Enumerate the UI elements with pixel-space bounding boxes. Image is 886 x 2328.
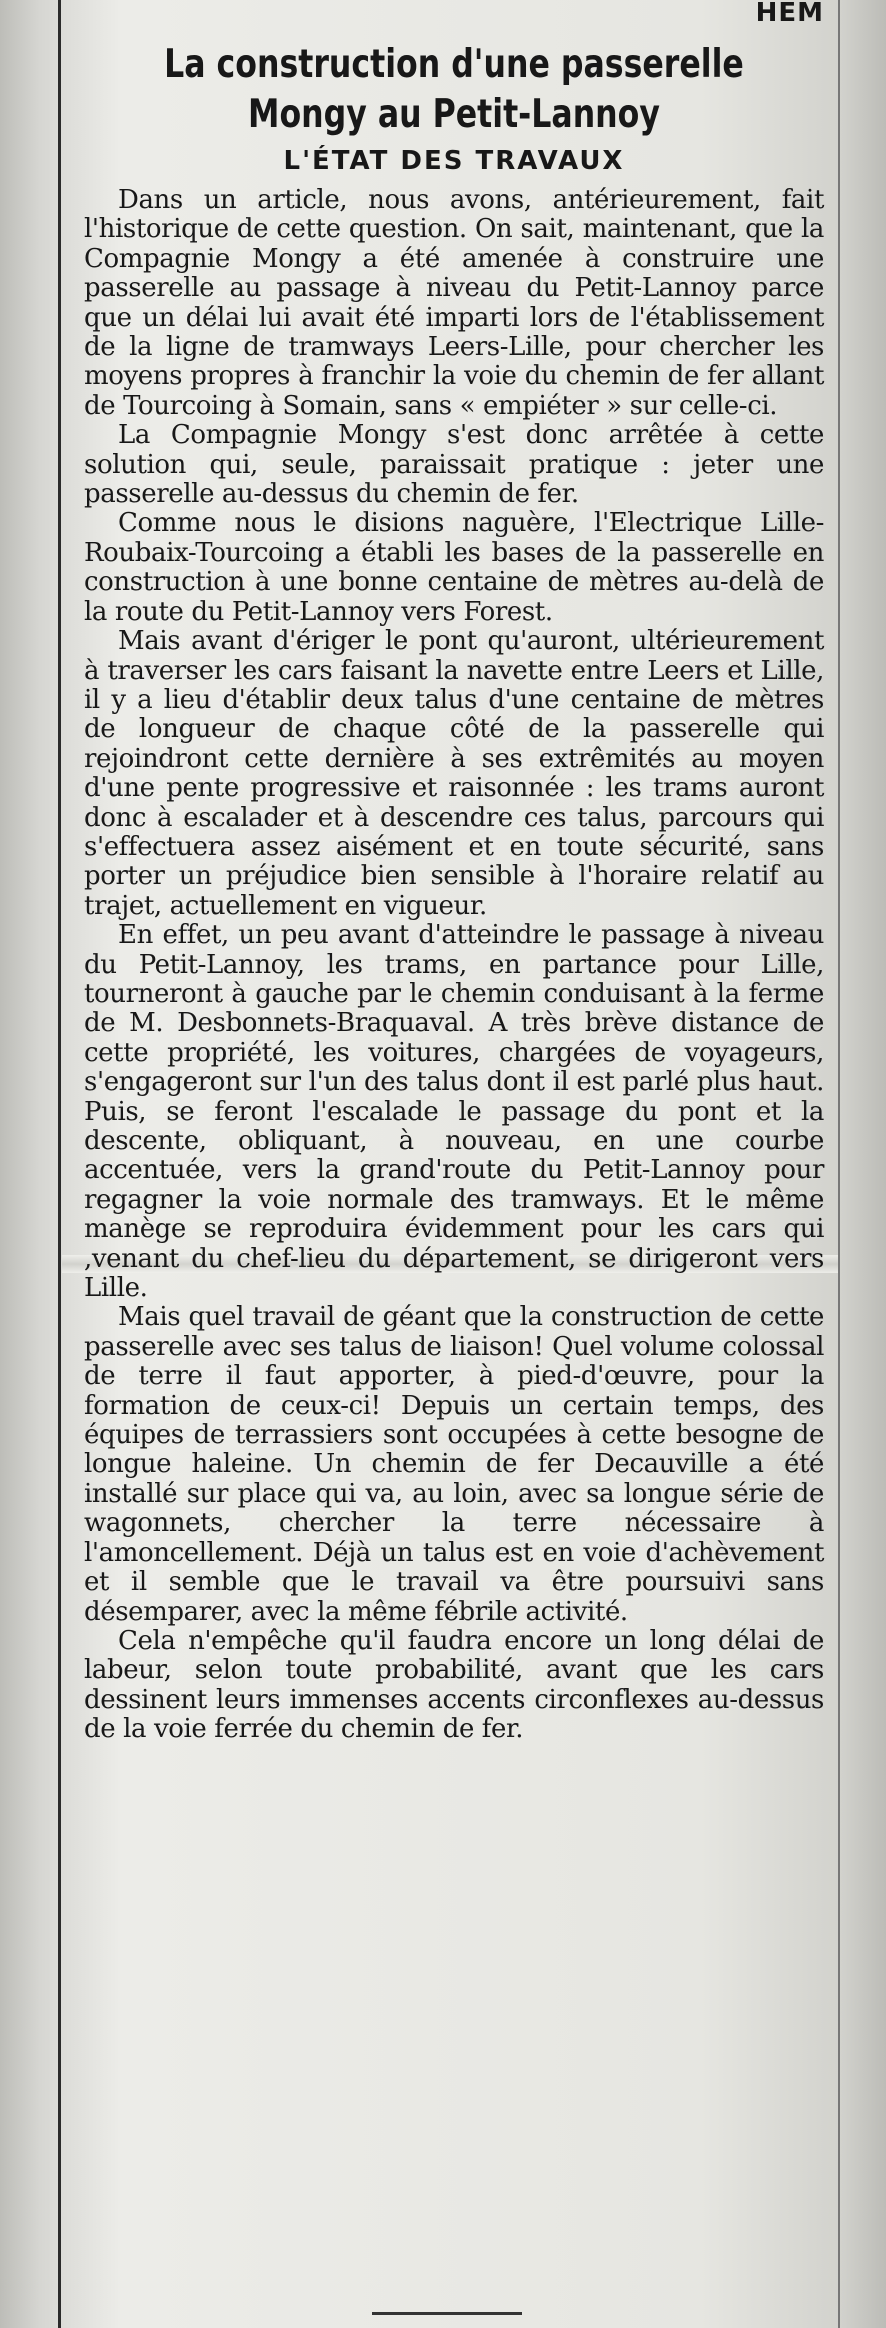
paragraph: En effet, un peu avant d'atteindre le passage à niveau du Petit-Lannoy, les trams, en partance pour Lille, tourneront à gauche par le chemin conduisant à la ferme de M. Desbonnets-Braquaval. A très brève distance de cette propriété, les voitures, chargées de voyageurs, s'engageront sur l'un des talus dont il est parlé plus haut. Puis, se feront l'escalade le passage du pont et la descente, obliquant, à nouveau, en une courbe accentuée, vers la grand'route du Petit-Lannoy pour regagner la voie normale des tramways. Et le même manège se reproduira évidemment pour les cars qui ,venant du chef-lieu du département, se dirigeront vers Lille. bbox=[84, 920, 824, 1304]
paragraph: Mais avant d'ériger le pont qu'auront, ultérieurement à traverser les cars faisant la navette entre Leers et Lille, il y a lieu d'établir deux talus d'une centaine de mètres de longueur de chaque côté de la passerelle qui rejoindront cette dernière à ses extrêmités au moyen d'une pente progressive et raisonnée : les trams auront donc à escalader et à descendre ces talus, parcours qui s'effectuera assez aisément et en toute sécurité, sans porter un préjudice bien sensible à l'horaire relatif au trajet, actuellement en vigueur. bbox=[84, 626, 824, 921]
paragraph: Comme nous le disions naguère, l'Electrique Lille-Roubaix-Tourcoing a établi les bases de la passerelle en construction à une bonne centaine de mètres au-delà de la route du Petit-Lannoy vers Forest. bbox=[84, 508, 824, 627]
article bbox=[84, 0, 824, 1745]
headline: La construction d'une passerelle Mongy au Petit-Lannoy bbox=[164, 42, 744, 137]
paragraph: La Compagnie Mongy s'est donc arrêtée à cette solution qui, seule, paraissait pratique : jeter une passerelle au-dessus du chemin de fer. bbox=[84, 420, 824, 510]
subheadline: L'ÉTAT DES TRAVAUX bbox=[283, 146, 625, 176]
paragraph: Dans un article, nous avons, antérieurement, fait l'historique de cette question. On sait, maintenant, que la Compagnie Mongy a été amenée à construire une passerelle au passage à niveau du Petit-Lannoy parce que un délai lui avait été imparti lors de l'établissement de la ligne de tramways Leers-Lille, pour chercher les moyens propres à franchir la voie du chemin de fer allant de Tourcoing à Somain, sans « empiéter » sur celle-ci. bbox=[84, 185, 824, 421]
paragraph: Cela n'empêche qu'il faudra encore un long délai de labeur, selon toute probabilité, avant que les cars dessinent leurs immenses accents circonflexes au-dessus de la voie ferrée du chemin de fer. bbox=[84, 1625, 824, 1745]
closing-rule bbox=[372, 2312, 522, 2315]
column-rule-left bbox=[58, 0, 61, 2328]
column-rule-right bbox=[838, 0, 840, 2328]
section-label: HEM bbox=[755, 0, 824, 28]
paragraph: Mais quel travail de géant que la construction de cette passerelle avec ses talus de liaison! Quel volume colossal de terre il faut apporter, à pied-d'œuvre, pour la formation de ceux-ci! Depuis un certain temps, des équipes de terrassiers sont occupées à cette besogne de longue haleine. Un chemin de fer Decauville a été installé sur place qui va, au loin, avec sa longue série de wagonnets, chercher la terre nécessaire à l'amoncellement. Déjà un talus est en voie d'achèvement et il semble que le travail va être poursuivi sans désemparer, avec la même fébrile activité. bbox=[84, 1302, 824, 1627]
